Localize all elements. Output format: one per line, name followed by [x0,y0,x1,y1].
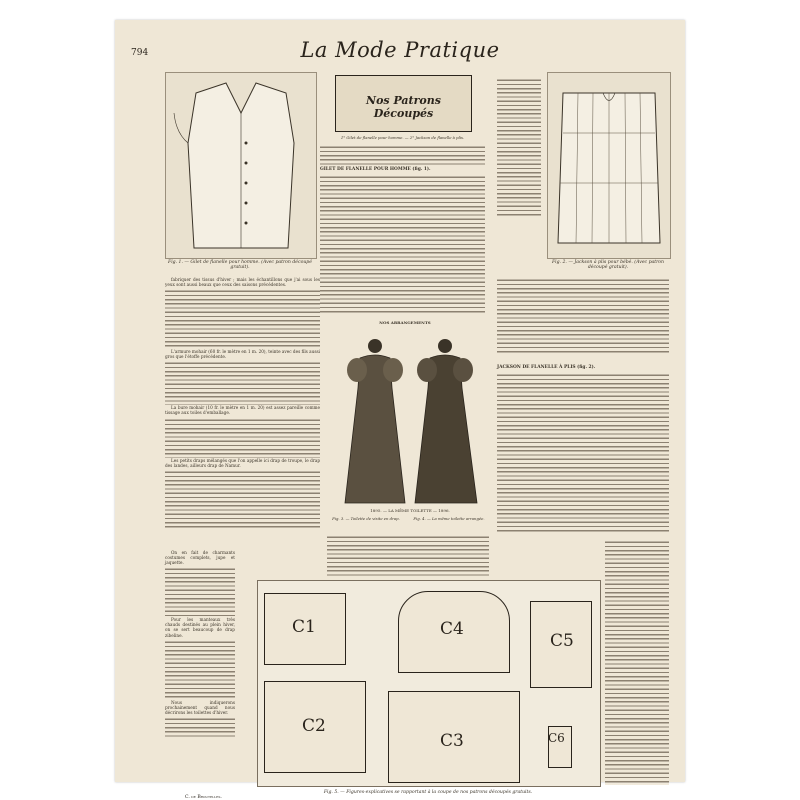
pattern-diagram [257,580,601,787]
right-narrow-column [497,78,541,218]
page-number: 794 [131,48,149,58]
dress-figures [330,328,490,508]
banner-title: Nos Patrons Découpés [366,94,441,120]
left-p1-cont [165,289,320,349]
gilet-article-text [320,175,485,315]
magazine-page [115,20,685,800]
intro-paragraph [320,145,485,165]
left-p3-cont [165,418,320,458]
left-p6-cont [165,640,235,700]
jackson-heading: JACKSON DE FLANELLE À PLIS (fig. 2). [497,365,596,370]
jackson-illustration [548,73,670,258]
left-column-text [165,277,320,530]
vest-illustration [166,73,316,258]
left-lower-column [165,550,235,739]
center-lower-text [327,535,489,577]
left-p5-cont [165,567,235,617]
figure-4-caption: Fig. 4. — La même toilette arrangée. [413,516,485,521]
patrons-banner [335,75,472,132]
figure-3-caption: Fig. 3. — Toilette de visite en drap. [332,516,400,521]
pattern-label-c3: C3 [440,731,464,751]
fashion-year-label: 1895. — LA MÊME TOILETTE — 1896. [370,508,450,513]
fashion-illustration [330,328,490,508]
right-column-text-2 [497,373,669,533]
pattern-label-c6: C6 [548,731,565,745]
pattern-label-c2: C2 [302,716,326,736]
right-column-text-1 [497,278,669,353]
left-p5: On en fait de charmants costumes complets, jupe et jaquette. [165,550,235,566]
signature: C. de Broutelles. [185,795,222,800]
figure-1-caption: Fig. 1. — Gilet de flanelle pour homme. (Avec patron découpé gratuit). [168,260,312,271]
gilet-heading: GILET DE FLANELLE POUR HOMME (fig. 1). [320,167,431,172]
left-p7: Nous indiquerons prochainement quand nous décrirons les toilettes d'hiver. [165,699,235,715]
pattern-label-c5: C5 [550,631,574,651]
right-narrow-lower-column [605,540,669,785]
left-p1: fabriquer des tissus d'hiver ; mais les échantillons que j'ai sous les yeux sont aussi beaux que ceux des saisons précédentes. [165,277,320,288]
figure-2-caption: Fig. 2. — Jackson à plis pour bébé. (Avec patron découpé gratuit). [551,260,665,271]
left-p3: La bure mohair (10 fr. le mètre en 1 m. 20) est assez pareille comme tissage aux toiles d'emballage. [165,405,320,416]
left-p2: L'armure mohair (60 fr. le mètre en 1 m. 20), teinte avec des fils aussi gros que l'étoffe précédente. [165,349,320,360]
figure-2-jackson [547,72,671,259]
arrangements-heading: NOS ARRANGEMENTS [379,320,431,325]
left-p2-cont [165,361,320,405]
page-title: La Mode Pratique [300,38,500,62]
pattern-label-c4: C4 [440,619,464,639]
banner-subtitle: 1° Gilet de flanelle pour homme. — 2° Jackson de flanelle à plis. [340,135,465,140]
pattern-label-c1: C1 [292,617,316,637]
left-p4: Les petits draps mélangés que l'on appelle ici drap de troupe, le drap des landes, ailleurs drap de Namur. [165,457,320,468]
left-p6: Pour les manteaux très chauds destinés au plein hiver, on se sert beaucoup de drap zibeline. [165,617,235,638]
figure-5-caption: Fig. 5. — Figures-explicatives se rapportant à la coupe de nos patrons découpés gratuits. [323,790,533,795]
left-p4-cont [165,470,320,530]
figure-1-vest [165,72,317,259]
left-p7-cont [165,717,235,739]
